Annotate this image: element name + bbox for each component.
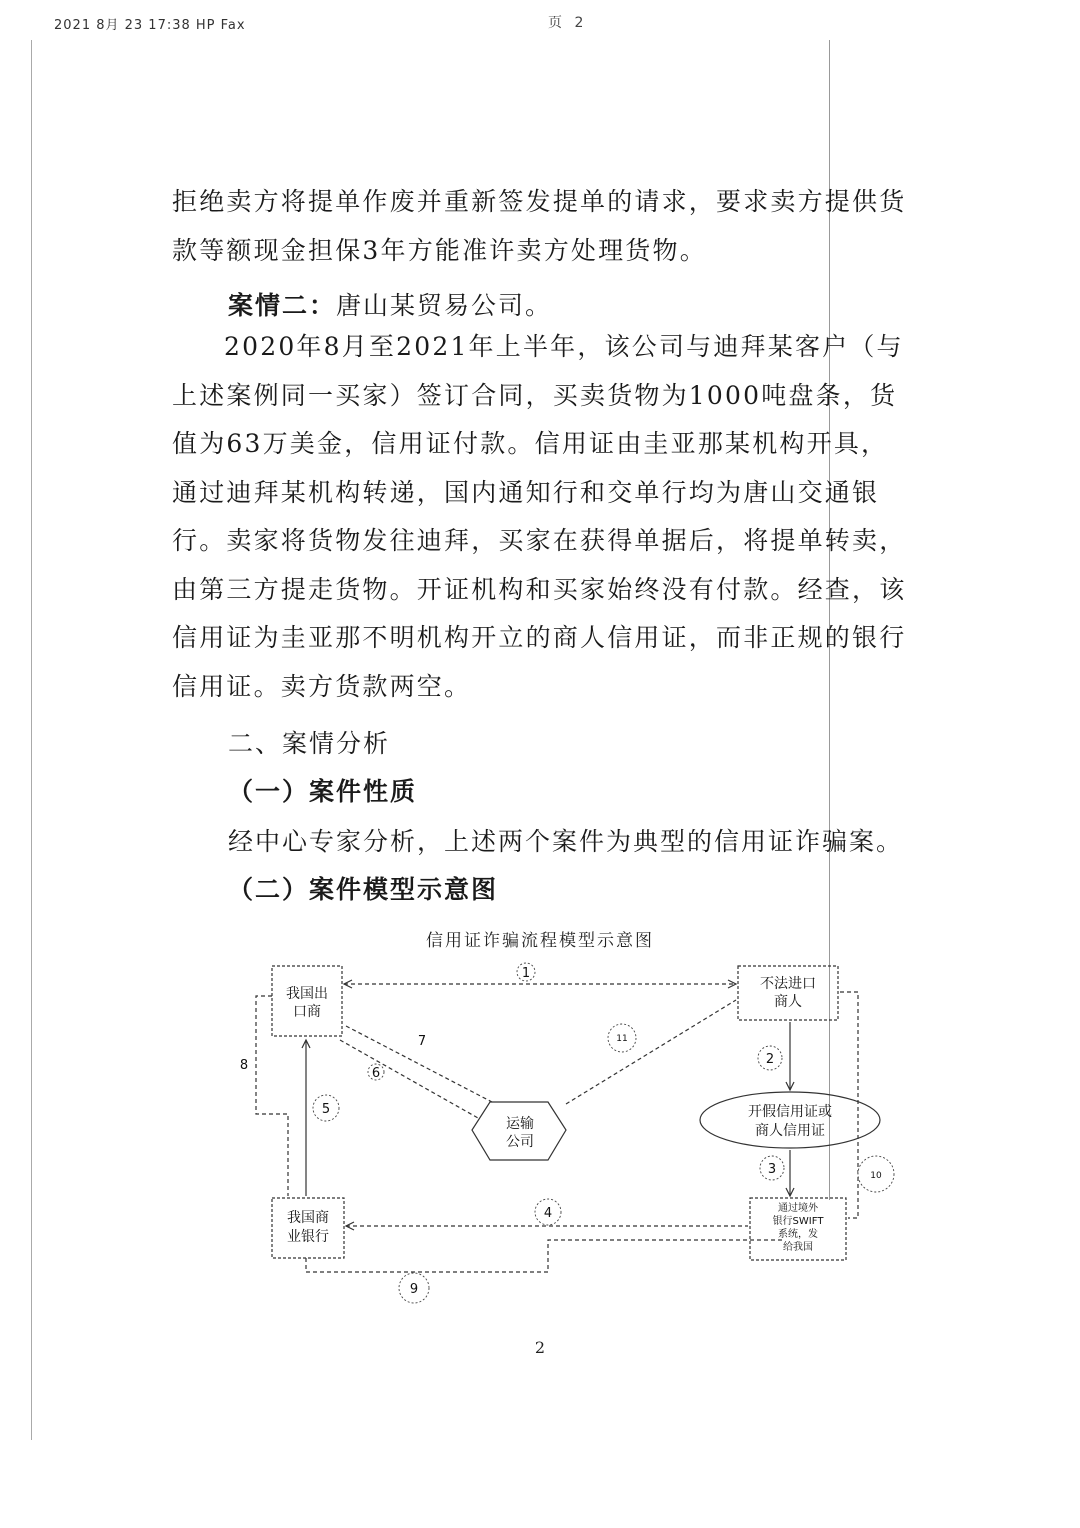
node-label-domestic-bank	[287, 1210, 329, 1245]
svg-text:我国商: 我国商	[287, 1210, 329, 1226]
node-label-transport	[506, 1116, 534, 1150]
step-label-11: 11	[616, 1034, 628, 1044]
step-label-10: 10	[870, 1171, 882, 1181]
svg-text:给我国: 给我国	[783, 1242, 813, 1253]
svg-text:业银行: 业银行	[287, 1229, 329, 1245]
page-number: 2	[534, 1338, 546, 1357]
paragraph-1: 拒绝卖方将提单作废并重新签发提单的请求，要求卖方提供货款等额现金担保3年方能准许卖方处理货物。	[172, 187, 907, 265]
node-label-fake-lc	[748, 1104, 832, 1139]
svg-text:通过境外: 通过境外	[778, 1203, 818, 1214]
svg-text:不法进口: 不法进口	[760, 976, 816, 992]
step-label-9: 9	[409, 1282, 419, 1297]
node-label-swift	[773, 1201, 825, 1253]
node-label-importer	[760, 975, 816, 1010]
step-label-1: 1	[521, 966, 531, 981]
svg-text:银行SWIFT: 银行SWIFT	[772, 1216, 824, 1227]
node-label-exporter	[286, 986, 328, 1020]
paragraph-2: 2020年8月至2021年上半年，该公司与迪拜某客户（与上述案例同一买家）签订合同，买卖货物为1000吨盘条，货值为63万美金，信用证付款。信用证由圭亚那某机构开具，通过迪拜某机构转递，国内通知行和交单行均为唐山交通银行。卖家将货物发往迪拜，买家在获得单据后，将提单转卖，由第三方提走货物。开证机构和买家始终没有付款。经查，该信用证为圭亚那不明机构开立的商人信用证，而非正规的银行信用证。卖方货款两空。	[172, 332, 907, 701]
node-ellipse-fake-lc	[700, 1092, 880, 1148]
svg-text:公司: 公司	[506, 1134, 534, 1150]
subheading-diagram: （二）案件模型示意图	[228, 875, 499, 904]
diagram-title: 信用证诈骗流程模型示意图	[426, 931, 654, 951]
step-label-6: 6	[371, 1066, 381, 1081]
svg-text:运输: 运输	[506, 1116, 534, 1132]
step-label-5: 5	[321, 1102, 331, 1117]
node-box-domestic-bank	[272, 1198, 344, 1258]
svg-text:我国出: 我国出	[286, 986, 328, 1002]
node-box-importer	[738, 966, 838, 1020]
nature-text: 经中心专家分析，上述两个案件为典型的信用证诈骗案。	[228, 827, 904, 856]
step-label-4: 4	[543, 1206, 553, 1221]
fax-page-label: 页 2	[548, 15, 588, 31]
svg-text:口商: 口商	[293, 1004, 321, 1020]
subheading-nature: （一）案件性质	[228, 777, 418, 806]
svg-text:开假信用证或: 开假信用证或	[748, 1104, 832, 1120]
step-label-8: 8	[239, 1058, 249, 1073]
step-label-7: 7	[417, 1034, 427, 1049]
section-heading-analysis: 二、案情分析	[228, 729, 391, 758]
fax-header: 2021 8月 23 17:38 HP Fax	[54, 18, 246, 33]
case2-text: 唐山某贸易公司。	[336, 291, 553, 320]
svg-text:商人信用证: 商人信用证	[755, 1123, 825, 1139]
step-label-3: 3	[767, 1162, 777, 1177]
svg-text:系统，发: 系统，发	[778, 1229, 818, 1240]
svg-text:商人: 商人	[774, 994, 802, 1010]
step-label-2: 2	[765, 1052, 775, 1067]
case2-label: 案情二：	[228, 291, 337, 320]
